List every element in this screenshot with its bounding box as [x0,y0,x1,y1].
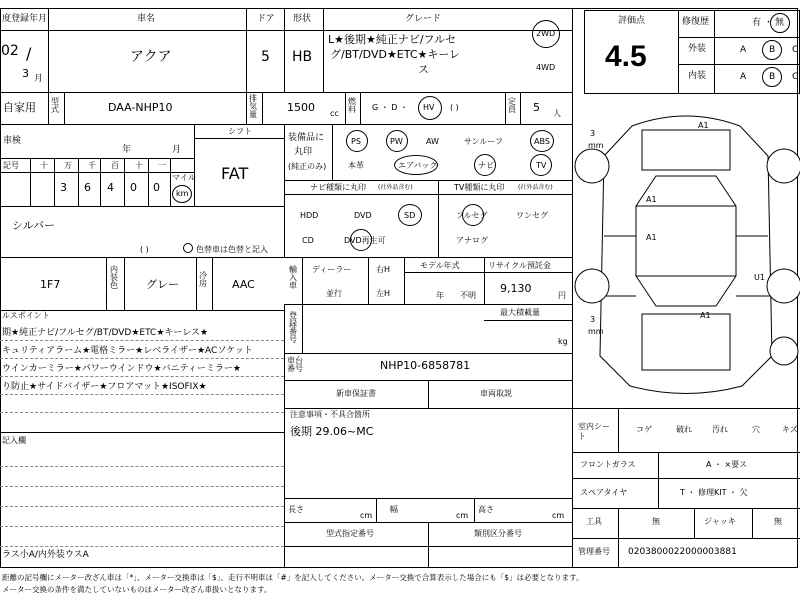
chassis-label: 車台番号 [287,356,303,373]
damage-label-3: A1 [700,311,711,320]
color-code: 1F7 [40,278,61,291]
divider [0,394,284,395]
equip-tv: TV [536,161,547,170]
color-note: 色替車は色替と記入 [196,245,268,254]
fuel-label: 燃料 [348,97,356,114]
odo-unit-0: 十 [40,161,48,170]
divider [0,340,284,341]
odo-unit-5: 一 [158,161,166,170]
wheel-front-left-icon [575,149,609,183]
glass-label: フロントガラス [580,460,636,469]
import-right: 右H [376,265,391,274]
damage-label-1: A1 [646,195,657,204]
score-label: 評価点 [618,16,646,26]
divider [376,498,377,522]
exterior-c: C [792,45,799,55]
odo-km: km [176,189,189,198]
jack-value: 無 [774,517,782,526]
shift-label: シフト [228,127,252,136]
fuel-options: G ・ D ・ [372,103,408,112]
chassis-value: NHP10-6858781 [380,359,471,372]
wheel-rear-right-icon [767,269,800,303]
repair-sep: ・ [764,18,774,28]
divider [0,376,284,377]
interior-a: A [740,72,747,82]
fuel-hv: HV [423,103,435,112]
divider [572,478,800,479]
car-body-outline [600,116,772,394]
divider [284,498,572,499]
wheel-front-right-icon [767,149,800,183]
seat-label: 室内シート [578,422,610,442]
navi-dvdplay: DVD再生可 [344,236,386,245]
mgmt-label: 管理番号 [578,547,610,556]
divider [284,194,572,195]
divider [752,508,753,538]
divider [345,92,346,124]
odo-digit-3: 0 [130,181,137,194]
divider [0,412,284,413]
memo-label: 記入欄 [2,436,26,445]
fuel-other: ( ) [450,103,459,112]
divider [0,30,572,31]
memo-value: ラス小A/内外装ウスA [2,550,89,560]
tv-analog: アナログ [456,236,488,245]
tv-type-note: (社外品含む) [518,184,553,191]
odo-cell-divider [124,158,125,206]
height-label: 高さ [478,505,494,514]
reg-year: 02 [1,43,19,59]
equip-abs: ABS [534,137,550,146]
spare-value: T ・ 修理KIT ・ 欠 [680,488,748,497]
divider [262,92,263,124]
divider [438,180,439,257]
divider [678,37,800,38]
divider [404,257,405,304]
odo-digit-1: 6 [84,181,91,194]
equip-leather: 本革 [348,161,364,170]
warranty-label: 新車保証書 [336,389,376,398]
divider [124,257,125,310]
interior-label: 内装 [688,71,707,81]
color-note-paren: ( ) [140,245,149,254]
import-parallel: 並行 [326,289,342,298]
equip-sunroof: サンルーフ [464,137,503,146]
diagram-mm-bottom: mm [588,327,604,336]
interior-color-label: 内装色 [110,265,118,290]
capacity-label: 定員 [508,97,516,114]
divider [284,8,285,92]
odo-cell-divider [170,158,171,206]
divider [0,358,284,359]
reg-month-unit: 月 [34,74,44,84]
odo-digit-2: 4 [107,181,114,194]
odo-digit-4: 0 [153,181,160,194]
divider [284,408,572,409]
drive-4wd: 4WD [536,63,556,72]
odo-cell-divider [54,158,55,206]
divider [360,92,361,124]
divider [284,304,572,305]
shape-value: HB [292,49,313,65]
divider [618,408,619,452]
diagram-mm-top: mm [588,141,604,150]
car-damage-diagram [572,96,800,406]
grade-label: グレード [405,14,442,24]
repair-label: 修復歴 [682,17,710,27]
tools-value: 無 [652,517,660,526]
divider [694,508,695,538]
footer-line-2: メーター交換の条件を満たしていないものはメーター改ざん車扱いとなります。 [2,585,272,594]
manual-label: 車両取説 [480,389,512,398]
inspection-label: 車検 [3,136,22,146]
reg-month: 3 [22,67,29,80]
import-label: 輸入車 [289,265,297,290]
damage-label-2: A1 [646,233,657,242]
inspection-month-unit: 月 [172,145,182,155]
divider [572,538,800,539]
odo-cell-divider [78,158,79,206]
equipment-label-1: 装備品に [288,133,325,143]
grade-line3: ス [418,63,429,76]
divider [428,522,429,568]
divider [0,486,284,487]
odo-unit-3: 百 [111,161,119,170]
divider [404,272,572,273]
damage-label-0: A1 [698,121,709,130]
divider [48,92,49,124]
seat-item-2: 汚れ [712,425,728,434]
exterior-a: A [740,45,747,55]
divider [658,452,659,508]
divider [332,124,333,180]
divider [194,124,195,206]
diagram-bracket-bottom: 3 [590,315,596,324]
divider [323,8,324,92]
odo-cell-divider [30,158,31,206]
seat-item-4: キズ [782,425,798,434]
recycle-value: 9,130 [500,282,532,295]
displacement-label: 排気量 [249,94,257,119]
mgmt-value: 0203800022000003881 [628,547,737,557]
inspection-year-unit: 年 [122,145,132,155]
divider [0,92,572,93]
max-load-label: 最大積載量 [500,308,540,317]
interior-c: C [792,72,799,82]
divider [474,498,475,522]
divider [0,506,284,507]
recycle-label: リサイクル預託金 [488,261,551,270]
divider [678,64,800,65]
sales-point-line-3: り防止★サイドバイザー★フロアマット★ISOFIX★ [2,382,207,392]
equip-ps: PS [351,137,361,146]
width-label: 幅 [390,505,398,514]
divider [0,432,284,433]
divider [48,8,49,92]
navi-cd: CD [302,236,314,245]
divider [284,124,285,257]
divider [0,206,284,207]
notes-value: 後期 29.06~MC [290,425,374,438]
equipment-label-3: (純正のみ) [288,162,327,171]
diagram-bracket-top: 3 [590,129,596,138]
use-value: 自家用 [3,101,36,114]
odo-unit-1: 万 [64,161,72,170]
doors-label: ドア [257,14,275,24]
displacement-unit: cc [330,109,339,118]
divider [572,508,800,509]
navi-type-note: (社外品含む) [378,184,413,191]
divider [572,452,800,453]
type-no-label: 型式指定番号 [326,529,374,538]
divider [484,320,572,321]
color-value: シルバー [12,219,55,232]
divider [714,10,715,94]
divider [678,10,679,94]
interior-b: B [769,72,776,82]
divider [0,124,572,125]
odo-unit-2: 千 [88,161,96,170]
grade-line2: グ/BT/DVD★ETC★キーレ [330,48,461,61]
divider [284,304,285,568]
navi-sd: SD [404,211,416,220]
wheel-rear-left-icon [575,269,609,303]
navi-dvd: DVD [354,211,372,220]
displacement-value: 1500 [287,101,315,114]
divider [0,546,284,547]
grade-line1: L★後期★純正ナビ/フルセ [328,33,457,46]
divider [0,466,284,467]
repair-yes: 有 [752,18,762,28]
car-hood [642,130,730,170]
interior-color-value: グレー [146,278,179,291]
drive-2wd: 2WD [536,29,556,38]
model-year-unknown: 不明 [460,291,476,300]
odo-label: 記号 [3,161,19,170]
sales-point-line-2: ウインカーミラー★パワーウインドウ★バニティーミラー★ [2,364,241,374]
sales-point-line-0: 期★純正ナビ/フルセグ/BT/DVD★ETC★キーレス★ [2,328,209,338]
tools-label: 工具 [586,517,602,526]
import-dealer: ディーラー [312,265,352,274]
color-note-circle [183,243,193,253]
reg-date-label: 度登録年月 [2,14,48,24]
divider [368,257,369,304]
spare-label: スペアタイヤ [580,488,628,497]
odo-cell-divider [148,158,149,206]
exterior-b: B [769,45,776,55]
ac-value: AAC [232,278,255,291]
max-load-unit: kg [558,337,568,346]
equipment-label-2: 丸印 [294,147,313,157]
shift-value: FAT [221,164,249,183]
divider [284,353,572,354]
seat-item-0: コゲ [636,425,652,434]
length-unit: cm [360,511,373,520]
equip-aw: AW [426,137,439,146]
divider [246,92,247,124]
score-value: 4.5 [605,40,647,73]
width-unit: cm [456,511,469,520]
divider [572,408,800,409]
divider [106,257,107,310]
footer-line-1: 距離の記号欄にメーター改ざん車は「*」、メーター交換車は「$」、走行不明車は「#」を記入してください。メーター交換で合算表示した場合にも「$」は必要となります。 [2,573,584,582]
model-label: 車名 [137,14,156,24]
type-label: 型式 [51,97,59,114]
equip-airbag: エアバック [398,161,438,170]
length-label: 長さ [288,505,304,514]
damage-label-4: U1 [754,273,765,282]
divider [246,8,247,92]
seat-item-1: 破れ [676,425,692,434]
divider [302,257,303,353]
divider [194,138,284,139]
divider [64,92,65,124]
divider [0,526,284,527]
divider [618,508,619,568]
doors-value: 5 [261,49,270,65]
shape-label: 形状 [293,14,312,24]
seat-item-3: 穴 [752,425,760,434]
divider [428,380,429,408]
equip-pw: PW [390,137,403,146]
odo-digit-0: 3 [60,181,67,194]
sales-point-line-1: キュリティアラーム★電格ミラー★レベライザー★ACソケット [2,346,253,356]
height-unit: cm [552,511,565,520]
car-trunk [642,311,730,370]
notes-label: 注意事項・不具合箇所 [290,410,370,419]
type-value: DAA-NHP10 [108,101,173,114]
odo-mile: マイル [172,173,196,182]
navi-hdd: HDD [300,211,319,220]
glass-value: A ・ ×要ス [706,460,748,469]
exterior-label: 外装 [688,44,707,54]
model-year-label: モデル年式 [420,261,460,270]
import-left: 左H [376,289,391,298]
reg-slash: / [26,44,32,63]
divider [196,257,197,310]
model-value: アクア [130,49,172,65]
jack-label: ジャッキ [704,517,736,526]
ac-label: 冷房 [199,271,207,288]
sales-point-label: ルスポイント [2,311,50,320]
class-no-label: 類別区分番号 [474,529,522,538]
tv-type-label: TV種類に丸印 [454,183,505,192]
capacity-unit: 人 [553,109,561,118]
divider [0,257,572,258]
divider [212,257,213,310]
car-rear-window [636,276,736,306]
repair-no: 無 [775,18,785,28]
wheel-spare-icon [770,337,798,365]
equip-navi: ナビ [478,161,494,170]
divider [484,257,485,304]
reg-no-label: 登録番号 [289,311,297,344]
odo-unit-4: 十 [135,161,143,170]
odo-cell-divider [100,158,101,206]
capacity-value: 5 [533,101,540,114]
divider [284,180,572,181]
recycle-unit: 円 [558,291,566,300]
divider [520,92,521,124]
model-year-year: 年 [436,291,444,300]
tv-oneseg: ワンセグ [516,211,548,220]
tv-fullseg: フルセグ [456,211,488,220]
divider [505,92,506,124]
navi-type-label: ナビ種類に丸印 [310,183,366,192]
